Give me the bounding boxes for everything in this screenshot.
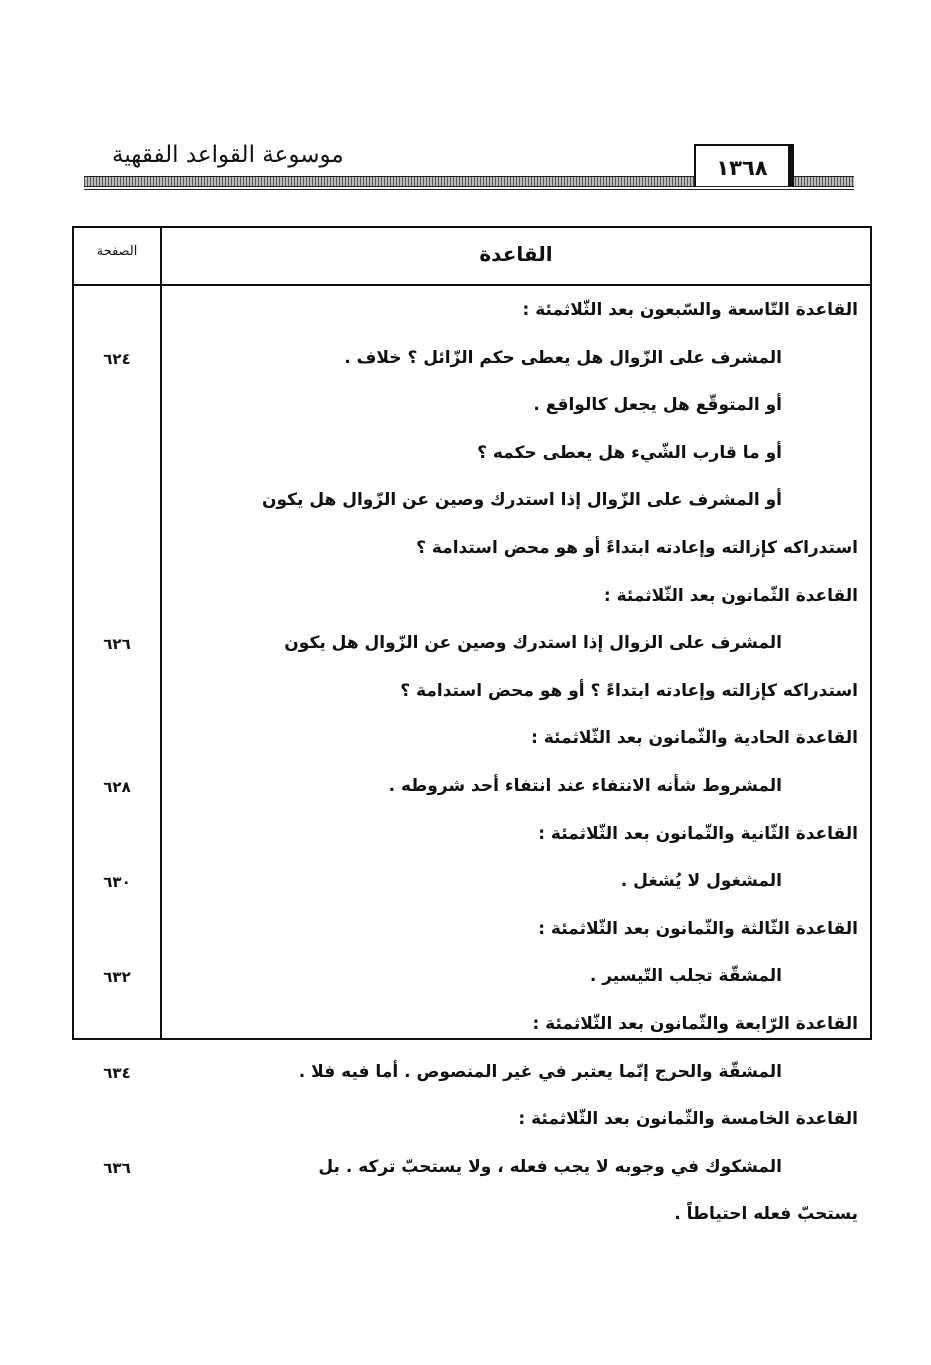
page-reference: ٦٣٠ (103, 873, 131, 891)
rule-heading: القاعدة الحادية والثّمانون بعد الثّلاثمئة : (531, 728, 858, 748)
rule-text-continuation: استدراكه كإزالته وإعادته ابتداءً ؟ أو هو محض استدامة ؟ (400, 681, 858, 701)
rule-text-line: أو المشرف على الزّوال إذا استدرك وصين عن الزّوال هل يكون (261, 490, 782, 510)
column-header-page: الصفحة (96, 244, 138, 259)
rule-text-continuation: استدراكه كإزالته وإعادته ابتداءً أو هو محض استدامة ؟ (416, 538, 858, 558)
rule-heading: القاعدة الثّالثة والثّمانون بعد الثّلاثمئة : (538, 919, 858, 939)
header-rule (84, 189, 854, 190)
rule-text-line: أو المتوقّع هل يجعل كالواقع . (533, 395, 782, 415)
book-title: موسوعة القواعد الفقهية (112, 142, 344, 168)
page-reference: ٦٣٤ (103, 1064, 131, 1082)
rule-text-line: المشكوك في وجوبه لا يجب فعله ، ولا يستحبّ تركه . بل (318, 1157, 782, 1177)
rule-heading: القاعدة الثّمانون بعد الثّلاثمئة : (603, 586, 858, 606)
rule-text-line: المشرف على الزوال إذا استدرك وصين عن الزّوال هل يكون (284, 633, 782, 653)
rule-heading: القاعدة الخامسة والثّمانون بعد الثّلاثمئة : (518, 1109, 858, 1129)
rule-heading: القاعدة الثّانية والثّمانون بعد الثّلاثمئة : (538, 824, 858, 844)
rule-text-line: المشغول لا يُشغل . (620, 871, 782, 891)
page-reference: ٦٢٦ (103, 635, 131, 653)
rule-text-line: المشرف على الزّوال هل يعطى حكم الزّائل ؟ خلاف . (344, 348, 782, 368)
rule-text-continuation: يستحبّ فعله احتياطاً . (674, 1204, 858, 1224)
rule-heading: القاعدة الرّابعة والثّمانون بعد الثّلاثمئة : (532, 1014, 858, 1034)
rule-text-line: المشقّة تجلب التّيسير . (589, 966, 782, 986)
page-number: ١٣٦٨ (694, 144, 794, 186)
column-divider (160, 228, 162, 1038)
page-reference: ٦٢٤ (103, 350, 131, 368)
rule-text-line: المشروط شأنه الانتفاء عند انتفاء أحد شروطه . (388, 776, 782, 796)
page-header (84, 140, 854, 190)
page-reference: ٦٣٦ (103, 1159, 131, 1177)
rule-text-line: المشقّة والحرج إنّما يعتبر في غير المنصوص . أما فيه فلا . (298, 1062, 782, 1082)
index-table (72, 226, 872, 1224)
column-header-rule: القاعدة (479, 242, 553, 266)
rule-heading: القاعدة التّاسعة والسّبعون بعد الثّلاثمئة : (522, 300, 858, 320)
table-header-row (74, 228, 870, 286)
page-reference: ٦٣٢ (103, 968, 131, 986)
page-reference: ٦٢٨ (103, 778, 131, 796)
rule-text-line: أو ما قارب الشّيء هل يعطى حكمه ؟ (477, 443, 782, 463)
